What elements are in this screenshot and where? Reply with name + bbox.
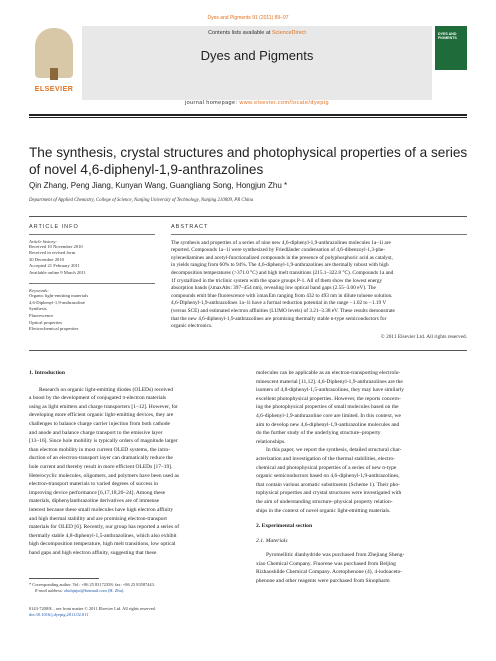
header-divider xyxy=(29,114,467,116)
keyword: Electrochemical properties xyxy=(29,326,79,332)
intro-line: 4,6-diphenyl-1,9-anthrazoline core are limited. In this context, we xyxy=(256,412,401,419)
history-item: Received in revised form xyxy=(29,250,76,256)
front-matter xyxy=(29,606,269,618)
corresponding-author: * Corresponding author. Tel.: +86 25 83172358; fax: +86 25 83587443. xyxy=(29,582,155,587)
journal-reference[interactable]: Dyes and Pigments 91 (2011) 89–97 xyxy=(207,15,289,21)
intro-line: materials for OLED [6]. Recently, our group has reported a series of xyxy=(29,524,180,531)
spacer xyxy=(256,515,468,522)
body-column-right xyxy=(256,369,468,586)
intro-line: ing the photophysical properties of small molecules based on the xyxy=(256,404,399,411)
keyword: 4,6-Diphenyl-1,9-anthrazoline xyxy=(29,299,85,305)
keyword: Organic light-emitting materials xyxy=(29,293,89,299)
article-title xyxy=(29,144,469,178)
history-item: Accepted 21 February 2011 xyxy=(29,263,80,269)
abstract-line: 4,6-Diphenyl-1,9-anthrazolines 1a–1i have a formal reduction potential in the range −1.02 to −1.19 V xyxy=(171,300,387,307)
homepage-prefix: journal homepage: xyxy=(185,100,238,106)
keyword: Synthesis xyxy=(29,306,47,312)
intro-line: minescent material [11,12]. 4,6-Diphenyl-1,9-anthrazolines are the xyxy=(256,378,403,385)
intro-line: molecules can be applicable as an electron-transporting electrolu- xyxy=(256,370,401,376)
keyword: Fluorescence xyxy=(29,312,54,318)
footnote-divider xyxy=(29,578,99,579)
cover-text: DYES AND PIGMENTS xyxy=(438,32,457,41)
abstract-panel xyxy=(171,224,467,340)
intro-line: acterization and investigation of the thermal stabilities, electro- xyxy=(256,455,395,462)
email-link[interactable]: zhuhjnjut@hotmail.com (H. Zhu). xyxy=(64,588,125,593)
keywords-divider xyxy=(29,283,155,284)
contents-line xyxy=(82,30,432,36)
tree-trunk-icon xyxy=(50,68,58,80)
intro-line: and anode and balance charge transport to the emissive layer xyxy=(29,429,163,436)
footnote xyxy=(29,582,239,594)
intro-line: developing more efficient organic light-emitting devices, they are xyxy=(29,412,174,419)
intro-line: band gaps and high electron affinity, suggesting that these xyxy=(29,549,157,556)
journal-name: Dyes and Pigments xyxy=(200,48,314,63)
email-line xyxy=(29,588,239,594)
copyright-notice: © 2011 Elsevier Ltd. All rights reserved. xyxy=(380,333,467,340)
abstract-line: (versus SCE) and estimated electron affinities (LUMO levels) of 3.21–3.38 eV. These results demonstrate xyxy=(171,307,395,314)
abstract-line: reported. Compounds 1a–1i were synthesized by Friedländer condensation of 4,6-dibenzoyl-1,3-phe- xyxy=(171,247,386,254)
abstract-body xyxy=(171,240,467,331)
intro-line: than electron mobility in most current OLED systems, the intro- xyxy=(29,446,171,453)
intro-line: relationships. xyxy=(256,438,286,445)
abstract-divider-bottom xyxy=(29,350,467,351)
history-label: Article history: xyxy=(29,238,57,244)
abstract-line: organic electronics. xyxy=(171,323,213,330)
title-line: of novel 4,6-diphenyl-1,9-anthrazolines xyxy=(29,162,264,177)
journal-header xyxy=(29,24,467,106)
section-heading-introduction: 1. Introduction xyxy=(29,370,65,376)
abstract-divider xyxy=(171,234,467,235)
history-item: Received 10 November 2010 xyxy=(29,243,83,249)
abstract-line: that the new 4,6-diphenyl-1,9-anthrazolines are promising thermally stable n-type semiconductors for xyxy=(171,315,387,322)
experimental-line: phenone and other reagents were purchased from Sinopharm xyxy=(256,578,390,585)
intro-line: using as light emitters and charge transporters [1–12]. However, for xyxy=(29,403,178,410)
intro-line: aim to develop new 4,6-diphenyl-1,9-anthrazoline molecules and xyxy=(256,421,400,428)
sciencedirect-link[interactable]: ScienceDirect xyxy=(271,30,306,36)
intro-line: chemical and photophysical properties of a series of new n-type xyxy=(256,464,397,471)
abstract-line: nylenediamines and acetyl-functionalized compounds in the presence of polyphosphoric acid as catalyst, xyxy=(171,254,393,261)
intro-line: tophysical properties and crystal structures were investigated with xyxy=(256,490,402,497)
doi-link[interactable]: doi:10.1016/j.dyepig.2011.02.011 xyxy=(29,612,89,617)
intro-line: isomers of 4,8-diphenyl-1,5-anthrazolines, they may have similarly xyxy=(256,387,405,394)
intro-line: high decomposition temperature, high melt transitions, low optical xyxy=(29,541,176,548)
experimental-line: Rizhaoshilde Chemical Company. Acetophenone (4), 4-iodoaceto- xyxy=(256,569,403,576)
spacer xyxy=(29,378,239,386)
elsevier-logo xyxy=(29,24,79,100)
intro-line: organic semiconductors based on 4,6-diphenyl-1,9-anthrazolines, xyxy=(256,473,400,480)
title-line: The synthesis, crystal structures and photophysical properties of a series xyxy=(29,145,468,160)
intro-line: [13–16]. Since hole mobility is typically orders of magnitude larger xyxy=(29,438,178,445)
issn-line: 0143-7208/$ – see front matter © 2011 Elsevier Ltd. All rights reserved. xyxy=(29,606,156,611)
article-info-panel xyxy=(29,224,155,333)
publisher-wordmark: ELSEVIER xyxy=(34,86,74,93)
intro-line: In this paper, we report the synthesis, detailed structural char- xyxy=(266,447,402,454)
experimental-line: Pyromellitic dianhydride was purchased from Zhejiang Sheng- xyxy=(266,552,405,559)
intro-line: the aim of understanding structure–physical property relation- xyxy=(256,498,393,505)
intro-line: a boost by the development of conjugated π-electron materials xyxy=(29,395,167,402)
abstract-line: 1f crystallized in the triclinic system with the space groups P-1. All of them show the lowest energy xyxy=(171,277,383,284)
body-column-left xyxy=(29,369,239,557)
intro-line: ships in the context of novel organic light-emitting materials. xyxy=(256,507,391,514)
keyword: Optical properties xyxy=(29,319,63,325)
section-heading-experimental: 2. Experimental section xyxy=(256,523,313,530)
affiliation: Department of Applied Chemistry, College of Science, Nanjing University of Technology, Nanjing 210009, PR China xyxy=(29,198,254,203)
subsection-heading-materials: 2.1. Materials xyxy=(256,537,288,544)
homepage-line xyxy=(82,100,432,106)
abstract-line: in yields ranging from 60% to 94%. The 4,6-diphenyl-1,9-anthrazolines are thermally robust with high xyxy=(171,262,389,269)
info-divider-top xyxy=(29,216,467,217)
intro-line: excellent photophysical properties. However, the reports concern- xyxy=(256,395,401,402)
abstract-line: decomposition temperatures (>371.0 °C) and high melt transitions (215.1–322.8 °C). Compounds 1a and xyxy=(171,269,394,276)
abstract-line: compounds emit blue fluorescence with λmaxEm ranging from 432 to 493 nm in dilute toluene solution. xyxy=(171,292,393,299)
history-item: Available online 9 March 2011 xyxy=(29,269,86,275)
info-divider xyxy=(29,234,155,235)
abstract-heading: ABSTRACT xyxy=(171,224,209,230)
intro-line: thermally stable 4,8-diphenyl-1,5-anthrazolines, which also exhibit xyxy=(29,532,177,539)
intro-line: duction of an electron-transport layer can dramatically reduce the xyxy=(29,455,173,462)
keywords-label: Keywords: xyxy=(29,288,49,294)
intro-line: Heterocyclic molecules, oligomers, and polymers have been used as xyxy=(29,472,179,479)
intro-line: hole current and thereby result in more efficient OLEDs [17–19]. xyxy=(29,463,173,470)
email-label: E-mail address: xyxy=(35,588,64,593)
header-divider-thin xyxy=(29,117,467,118)
intro-line: improving device performance [6,17,18,20–24]. Among these xyxy=(29,489,166,496)
intro-line: challenges to balance charge carrier injection from both cathode xyxy=(29,420,170,427)
abstract-line: absorption bands (λmaxAbs: 397–454 nm), revealing low optical band gaps (2.55–3.00 eV). The xyxy=(171,285,376,292)
intro-line: electron-transport materials to varied degrees of success in xyxy=(29,481,159,488)
abstract-line: The synthesis and properties of a series of nine new 4,6-diphenyl-1,9-anthrazolines molecules 1a–1i are xyxy=(171,239,391,246)
intro-line: Research on organic light-emitting diodes (OLEDs) received xyxy=(39,386,173,393)
intro-line: interest because these small molecules have high electron affinity xyxy=(29,506,174,513)
intro-line: and high thermal stability and are promising electron-transport xyxy=(29,515,167,522)
contents-prefix: Contents lists available at xyxy=(208,30,271,36)
intro-line: that contain various aromatic substituents (Scheme 1). Their pho- xyxy=(256,481,400,488)
journal-cover-thumbnail xyxy=(435,26,467,70)
homepage-link[interactable]: www.elsevier.com/locate/dyepig xyxy=(239,100,329,106)
intro-line: materials, diphenylanthrazoline derivatives are of immense xyxy=(29,498,160,505)
author-list: Qin Zhang, Peng Jiang, Kunyan Wang, Guangliang Song, Hongjun Zhu * xyxy=(29,181,288,190)
article-info-heading: ARTICLE INFO xyxy=(29,224,79,230)
experimental-line: xiao Chemical Company. Fluorene was purchased from Beijing xyxy=(256,560,396,567)
history-item: 30 December 2010 xyxy=(29,256,64,262)
intro-line: do the further study of the underlying structure–property xyxy=(256,430,381,437)
journal-banner xyxy=(82,26,432,100)
